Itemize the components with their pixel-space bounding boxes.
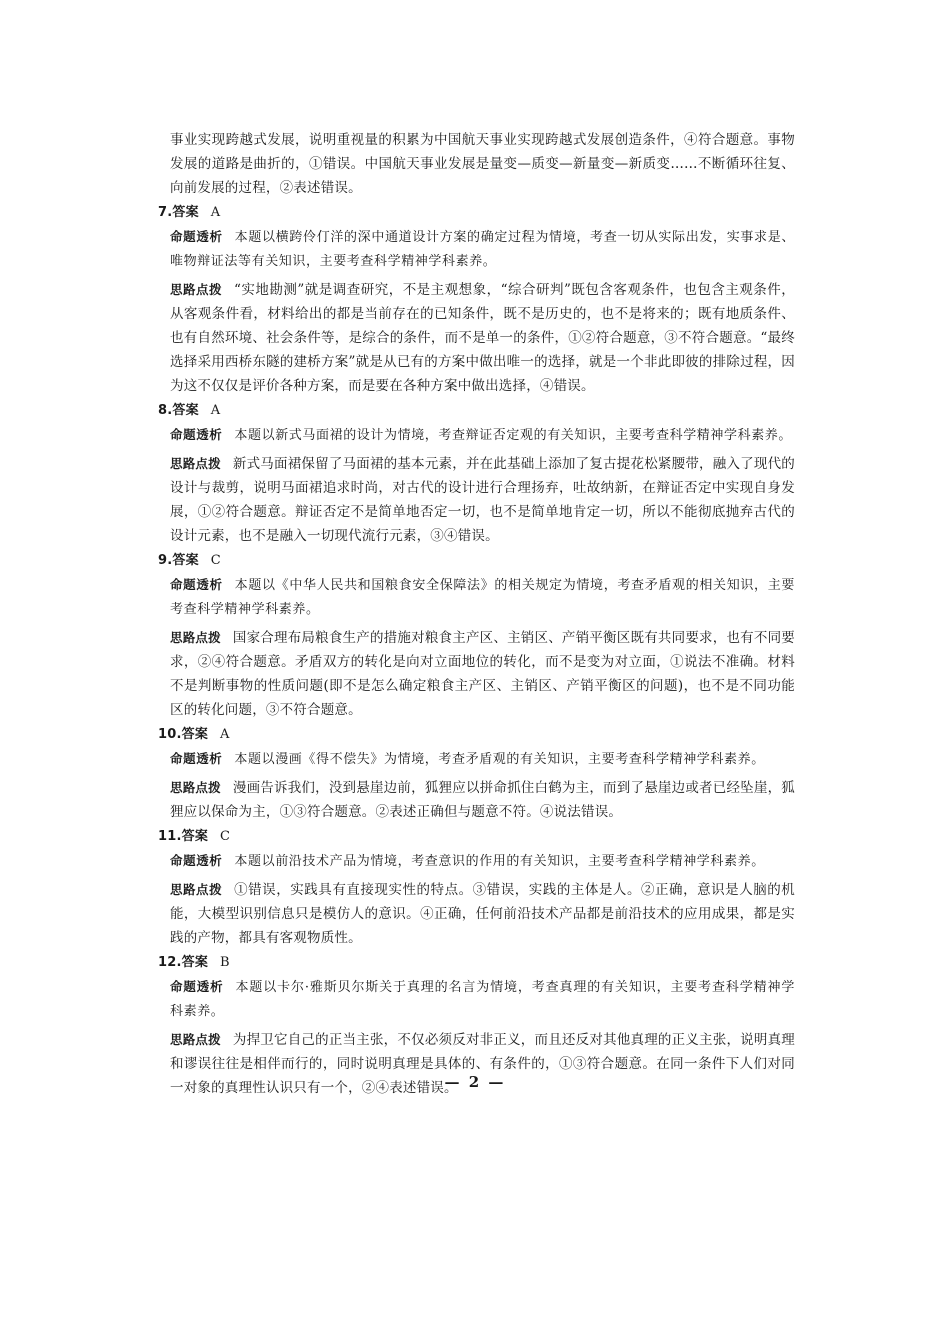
- hint-paragraph: [170, 626, 795, 722]
- answer-value: C: [220, 829, 231, 844]
- answer-line: [158, 399, 795, 423]
- hint-label: 思路点拨: [170, 456, 221, 471]
- hint-text: 漫画告诉我们，没到悬崖边前，狐狸应以拼命抓住白鹤为主，而到了悬崖边或者已经坠崖，狐狸应以保命为主，①③符合题意。②表述正确但与题意不符。④说法错误。: [170, 780, 795, 820]
- intro-text: 本题以前沿技术产品为情境，考查意识的作用的有关知识，主要考查科学精神学科素养。: [234, 854, 765, 869]
- intro-text: 本题以横跨伶仃洋的深中通道设计方案的确定过程为情境，考查一切从实际出发，实事求是、唯物辩证法等有关知识，主要考查科学精神学科素养。: [170, 230, 795, 269]
- answer-value: A: [220, 727, 230, 742]
- question-11: [158, 825, 795, 950]
- question-number: 10.: [158, 727, 182, 742]
- answer-line: [158, 549, 795, 573]
- answer-label: 答案: [172, 403, 199, 418]
- hint-text: “实地勘测”就是调查研究，不是主观想象，“综合研判”既包含客观条件，也包含主观条件，从客观条件看，材料给出的都是当前存在的已知条件，既不是历史的，也不是将来的；既有地质条件、也有自然环境、社会条件等，是综合的条件，而不是单一的条件，①②符合题意，③不符合题意。“最终选择采用西桥东隧的建桥方案”就是从已有的方案中做出唯一的选择，就是一个非此即彼的排除过程，因为这不仅仅是评价各种方案，而是要在各种方案中做出选择，④错误。: [170, 282, 795, 394]
- intro-label: 命题透析: [170, 577, 223, 592]
- question-8: [158, 399, 795, 548]
- intro-paragraph: [170, 747, 795, 772]
- hint-label: 思路点拨: [170, 630, 221, 645]
- question-number: 7.: [158, 205, 173, 220]
- answer-line: [158, 951, 795, 975]
- answer-line: [158, 825, 795, 849]
- intro-label: 命题透析: [170, 229, 223, 244]
- answer-key-content: [158, 128, 795, 1100]
- intro-paragraph: [170, 573, 795, 622]
- answer-value: C: [210, 553, 221, 568]
- hint-paragraph: [170, 452, 795, 548]
- hint-paragraph: [170, 278, 795, 398]
- intro-paragraph: [170, 849, 795, 874]
- hint-label: 思路点拨: [170, 282, 222, 297]
- hint-text: ①错误，实践具有直接现实性的特点。③错误，实践的主体是人。②正确，意识是人脑的机能，大模型识别信息只是模仿人的意识。④正确，任何前沿技术产品都是前沿技术的应用成果，都是实践的产物，都具有客观物质性。: [170, 882, 795, 946]
- question-9: [158, 549, 795, 722]
- hint-label: 思路点拨: [170, 882, 223, 897]
- answer-label: 答案: [172, 205, 199, 220]
- question-10: [158, 723, 795, 824]
- hint-paragraph: [170, 878, 795, 950]
- intro-text: 本题以新式马面裙的设计为情境，考查辩证否定观的有关知识，主要考查科学精神学科素养。: [234, 428, 793, 443]
- answer-value: A: [210, 403, 221, 418]
- opening-paragraph: 事业实现跨越式发展，说明重视量的积累为中国航天事业实现跨越式发展创造条件，④符合题意。事物发展的道路是曲折的，①错误。中国航天事业发展是量变—质变—新量变—新质变……不断循环往复、向前发展的过程，②表述错误。: [170, 132, 795, 196]
- intro-label: 命题透析: [170, 853, 223, 868]
- question-7: [158, 201, 795, 398]
- intro-paragraph: [170, 975, 795, 1024]
- hint-paragraph: [170, 776, 795, 824]
- intro-paragraph: [170, 225, 795, 274]
- question-number: 9.: [158, 553, 173, 568]
- intro-label: 命题透析: [170, 427, 223, 442]
- intro-paragraph: [170, 423, 795, 448]
- intro-text: 本题以卡尔·雅斯贝尔斯关于真理的名言为情境，考查真理的有关知识，主要考查科学精神学科素养。: [170, 980, 795, 1019]
- hint-text: 新式马面裙保留了马面裙的基本元素，并在此基础上添加了复古提花松紧腰带，融入了现代的设计与裁剪，说明马面裙追求时尚，对古代的设计进行合理扬弃，吐故纳新，在辩证否定中实现自身发展，①②符合题意。辩证否定不是简单地否定一切，也不是简单地肯定一切，所以不能彻底抛弃古代的设计元素，也不是融入一切现代流行元素，③④错误。: [170, 456, 795, 544]
- page-number: — 2 —: [444, 1073, 506, 1091]
- intro-label: 命题透析: [170, 979, 224, 994]
- answer-line: [158, 201, 795, 225]
- answer-label: 答案: [181, 829, 209, 844]
- answer-label: 答案: [172, 553, 199, 568]
- intro-text: 本题以《中华人民共和国粮食安全保障法》的相关规定为情境，考查矛盾观的相关知识，主要考查科学精神学科素养。: [170, 578, 795, 617]
- answer-value: B: [220, 955, 230, 970]
- hint-text: 为捍卫它自己的正当主张，不仅必须反对非正义，而且还反对其他真理的正义主张，说明真理和谬误往往是相伴而行的，同时说明真理是具体的、有条件的，①③符合题意。在同一条件下人们对同一对象的真理性认识只有一个，②④表述错误。: [170, 1032, 795, 1096]
- answer-label: 答案: [181, 727, 209, 742]
- question-number: 12.: [158, 955, 182, 970]
- answer-label: 答案: [181, 955, 209, 970]
- hint-label: 思路点拨: [170, 1032, 221, 1047]
- answer-line: [158, 723, 795, 747]
- question-number: 11.: [158, 829, 182, 844]
- intro-label: 命题透析: [170, 751, 223, 766]
- question-number: 8.: [158, 403, 173, 418]
- answer-value: A: [210, 205, 221, 220]
- hint-label: 思路点拨: [170, 780, 221, 795]
- hint-text: 国家合理布局粮食生产的措施对粮食主产区、主销区、产销平衡区既有共同要求，也有不同要求，②④符合题意。矛盾双方的转化是向对立面地位的转化，而不是变为对立面，①说法不准确。材料不是判断事物的性质问题(即不是怎么确定粮食主产区、主销区、产销平衡区的问题)，也不是不同功能区的转化问题，③不符合题意。: [170, 630, 795, 718]
- intro-text: 本题以漫画《得不偿失》为情境，考查矛盾观的有关知识，主要考查科学精神学科素养。: [234, 752, 765, 767]
